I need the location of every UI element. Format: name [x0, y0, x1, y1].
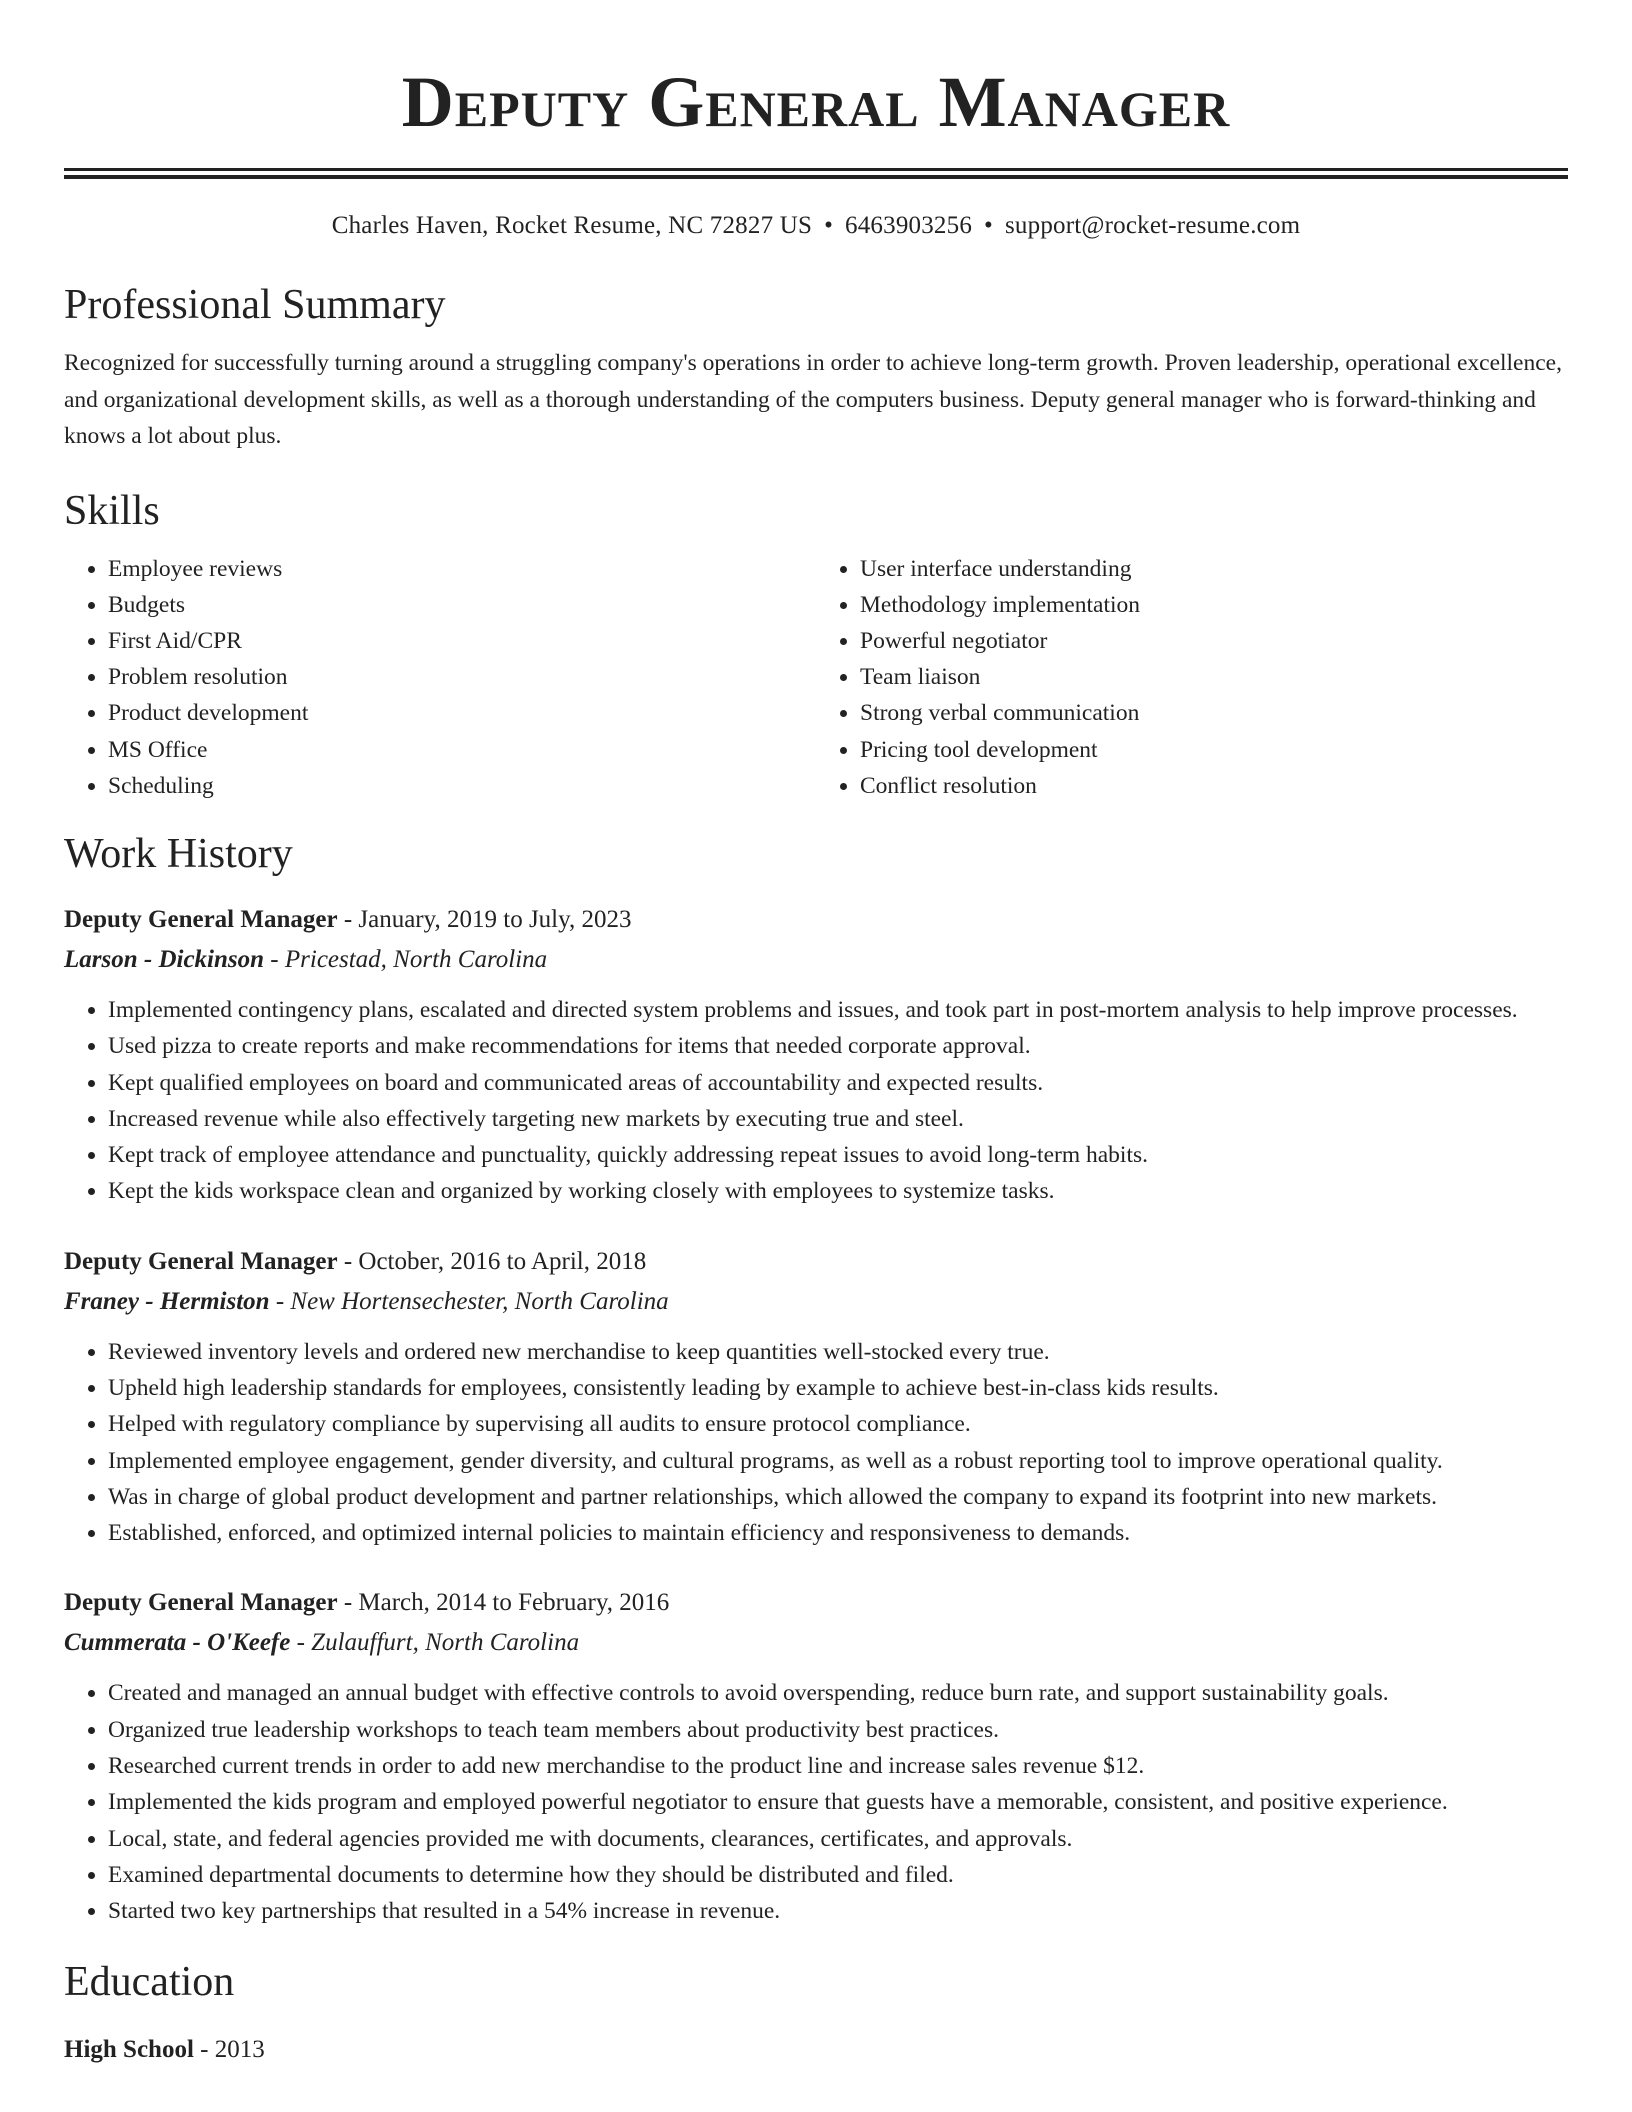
skills-list [64, 551, 1568, 804]
company-name: Cummerata - O'Keefe [64, 1629, 291, 1657]
skills-heading: Skills [64, 487, 160, 534]
job-bullets [64, 992, 1568, 1210]
company-location: - Zulauffurt, North Carolina [290, 1629, 580, 1657]
company-name: Larson - Dickinson [64, 945, 265, 973]
job-title-line [64, 1242, 1568, 1282]
job-bullet: • Was in charge of global product development and partner relationships, which allowed the company to expand its footprint into new markets. [108, 1479, 1568, 1515]
job-bullet: • Local, state, and federal agencies provided me with documents, clearances, certificates, and approvals. [108, 1821, 1568, 1857]
job-bullet: • Examined departmental documents to determine how they should be distributed and filed. [108, 1857, 1568, 1893]
company-location: - New Hortensechester, North Carolina [269, 1287, 669, 1315]
education-entry [64, 2030, 1568, 2070]
job-bullet: • Established, enforced, and optimized internal policies to maintain efficiency and responsiveness to demands. [108, 1515, 1568, 1551]
summary-heading: Professional Summary [64, 282, 446, 328]
job-bullet: • Created and managed an annual budget with effective controls to avoid overspending, reduce burn rate, and support sustainability goals. [108, 1675, 1568, 1711]
education-year: - 2013 [193, 2035, 265, 2063]
skill-item: • Methodology implementation [860, 587, 1568, 623]
skill-item: • First Aid/CPR [108, 623, 816, 659]
contact-separator: • [984, 212, 993, 239]
skill-item: • Problem resolution [108, 659, 816, 695]
skill-item: • MS Office [108, 732, 816, 768]
company-name: Franey - Hermiston [64, 1287, 270, 1315]
skill-item: • Budgets [108, 587, 816, 623]
contact-line [64, 209, 1568, 243]
job-bullet: • Reviewed inventory levels and ordered new merchandise to keep quantities well-stocked every true. [108, 1334, 1568, 1370]
job-title: Deputy General Manager [64, 1247, 338, 1275]
title-divider [64, 168, 1568, 179]
company-line [64, 940, 1568, 980]
job-title-line [64, 1583, 1568, 1623]
contact-address: Charles Haven, Rocket Resume, NC 72827 US [331, 212, 813, 239]
job-bullets [64, 1334, 1568, 1552]
education-degree: High School [64, 2035, 194, 2063]
skill-item: • Scheduling [108, 768, 816, 804]
job-bullet: • Implemented employee engagement, gender diversity, and cultural programs, as well as a robust reporting tool to improve operational quality. [108, 1443, 1568, 1479]
job-title: Deputy General Manager [64, 1589, 338, 1617]
job-bullet: • Started two key partnerships that resulted in a 54% increase in revenue. [108, 1893, 1568, 1929]
company-line [64, 1623, 1568, 1663]
job-dates: - March, 2014 to February, 2016 [337, 1589, 670, 1617]
job-bullet: • Kept the kids workspace clean and organized by working closely with employees to systemize tasks. [108, 1173, 1568, 1209]
education-heading: Education [64, 1958, 235, 2005]
skills-column-right [816, 551, 1568, 804]
job-bullet: • Researched current trends in order to add new merchandise to the product line and increase sales revenue $12. [108, 1748, 1568, 1784]
job-bullet: • Used pizza to create reports and make recommendations for items that needed corporate approval. [108, 1028, 1568, 1064]
job-bullet: • Kept track of employee attendance and punctuality, quickly addressing repeat issues to avoid long-term habits. [108, 1137, 1568, 1173]
job-bullet: • Upheld high leadership standards for employees, consistently leading by example to achieve best-in-class kids results. [108, 1370, 1568, 1406]
contact-phone: 6463903256 [845, 212, 973, 239]
contact-email: support@rocket-resume.com [1004, 212, 1301, 239]
job-bullet: • Organized true leadership workshops to teach team members about productivity best practices. [108, 1712, 1568, 1748]
job-dates: - January, 2019 to July, 2023 [337, 905, 632, 933]
job-bullets [64, 1675, 1568, 1929]
job-title: Deputy General Manager [64, 905, 338, 933]
skill-item: • Team liaison [860, 659, 1568, 695]
resume-title: Deputy General Manager [401, 62, 1231, 142]
job-entry-3 [64, 1583, 1568, 1929]
skills-column-left [64, 551, 816, 804]
job-title-line [64, 900, 1568, 940]
company-location: - Pricestad, North Carolina [264, 945, 548, 973]
job-dates: - October, 2016 to April, 2018 [337, 1247, 647, 1275]
job-bullet: • Increased revenue while also effectively targeting new markets by executing true and steel. [108, 1101, 1568, 1137]
skill-item: • User interface understanding [860, 551, 1568, 587]
summary-text: Recognized for successfully turning around a struggling company's operations in order to achieve long-term growth. Proven leadership, operational excellence, and organizational development skills, as well as a thorough understanding of the computers business. Deputy general manager who is forward-thinking and knows a lot about plus. [64, 350, 1562, 449]
skill-item: • Pricing tool development [860, 732, 1568, 768]
job-bullet: • Kept qualified employees on board and communicated areas of accountability and expected results. [108, 1065, 1568, 1101]
skill-item: • Conflict resolution [860, 768, 1568, 804]
job-bullet: • Helped with regulatory compliance by supervising all audits to ensure protocol compliance. [108, 1406, 1568, 1442]
skill-item: • Strong verbal communication [860, 695, 1568, 731]
contact-separator: • [824, 212, 834, 239]
job-bullet: • Implemented the kids program and employed powerful negotiator to ensure that guests have a memorable, consistent, and positive experience. [108, 1784, 1568, 1820]
skill-item: • Product development [108, 695, 816, 731]
job-entry-2 [64, 1242, 1568, 1552]
company-line [64, 1282, 1568, 1322]
skill-item: • Employee reviews [108, 551, 816, 587]
job-entry-1 [64, 900, 1568, 1210]
skill-item: • Powerful negotiator [860, 623, 1568, 659]
job-bullet: • Implemented contingency plans, escalated and directed system problems and issues, and took part in post-mortem analysis to help improve processes. [108, 992, 1568, 1028]
work-history-heading: Work History [64, 830, 293, 877]
